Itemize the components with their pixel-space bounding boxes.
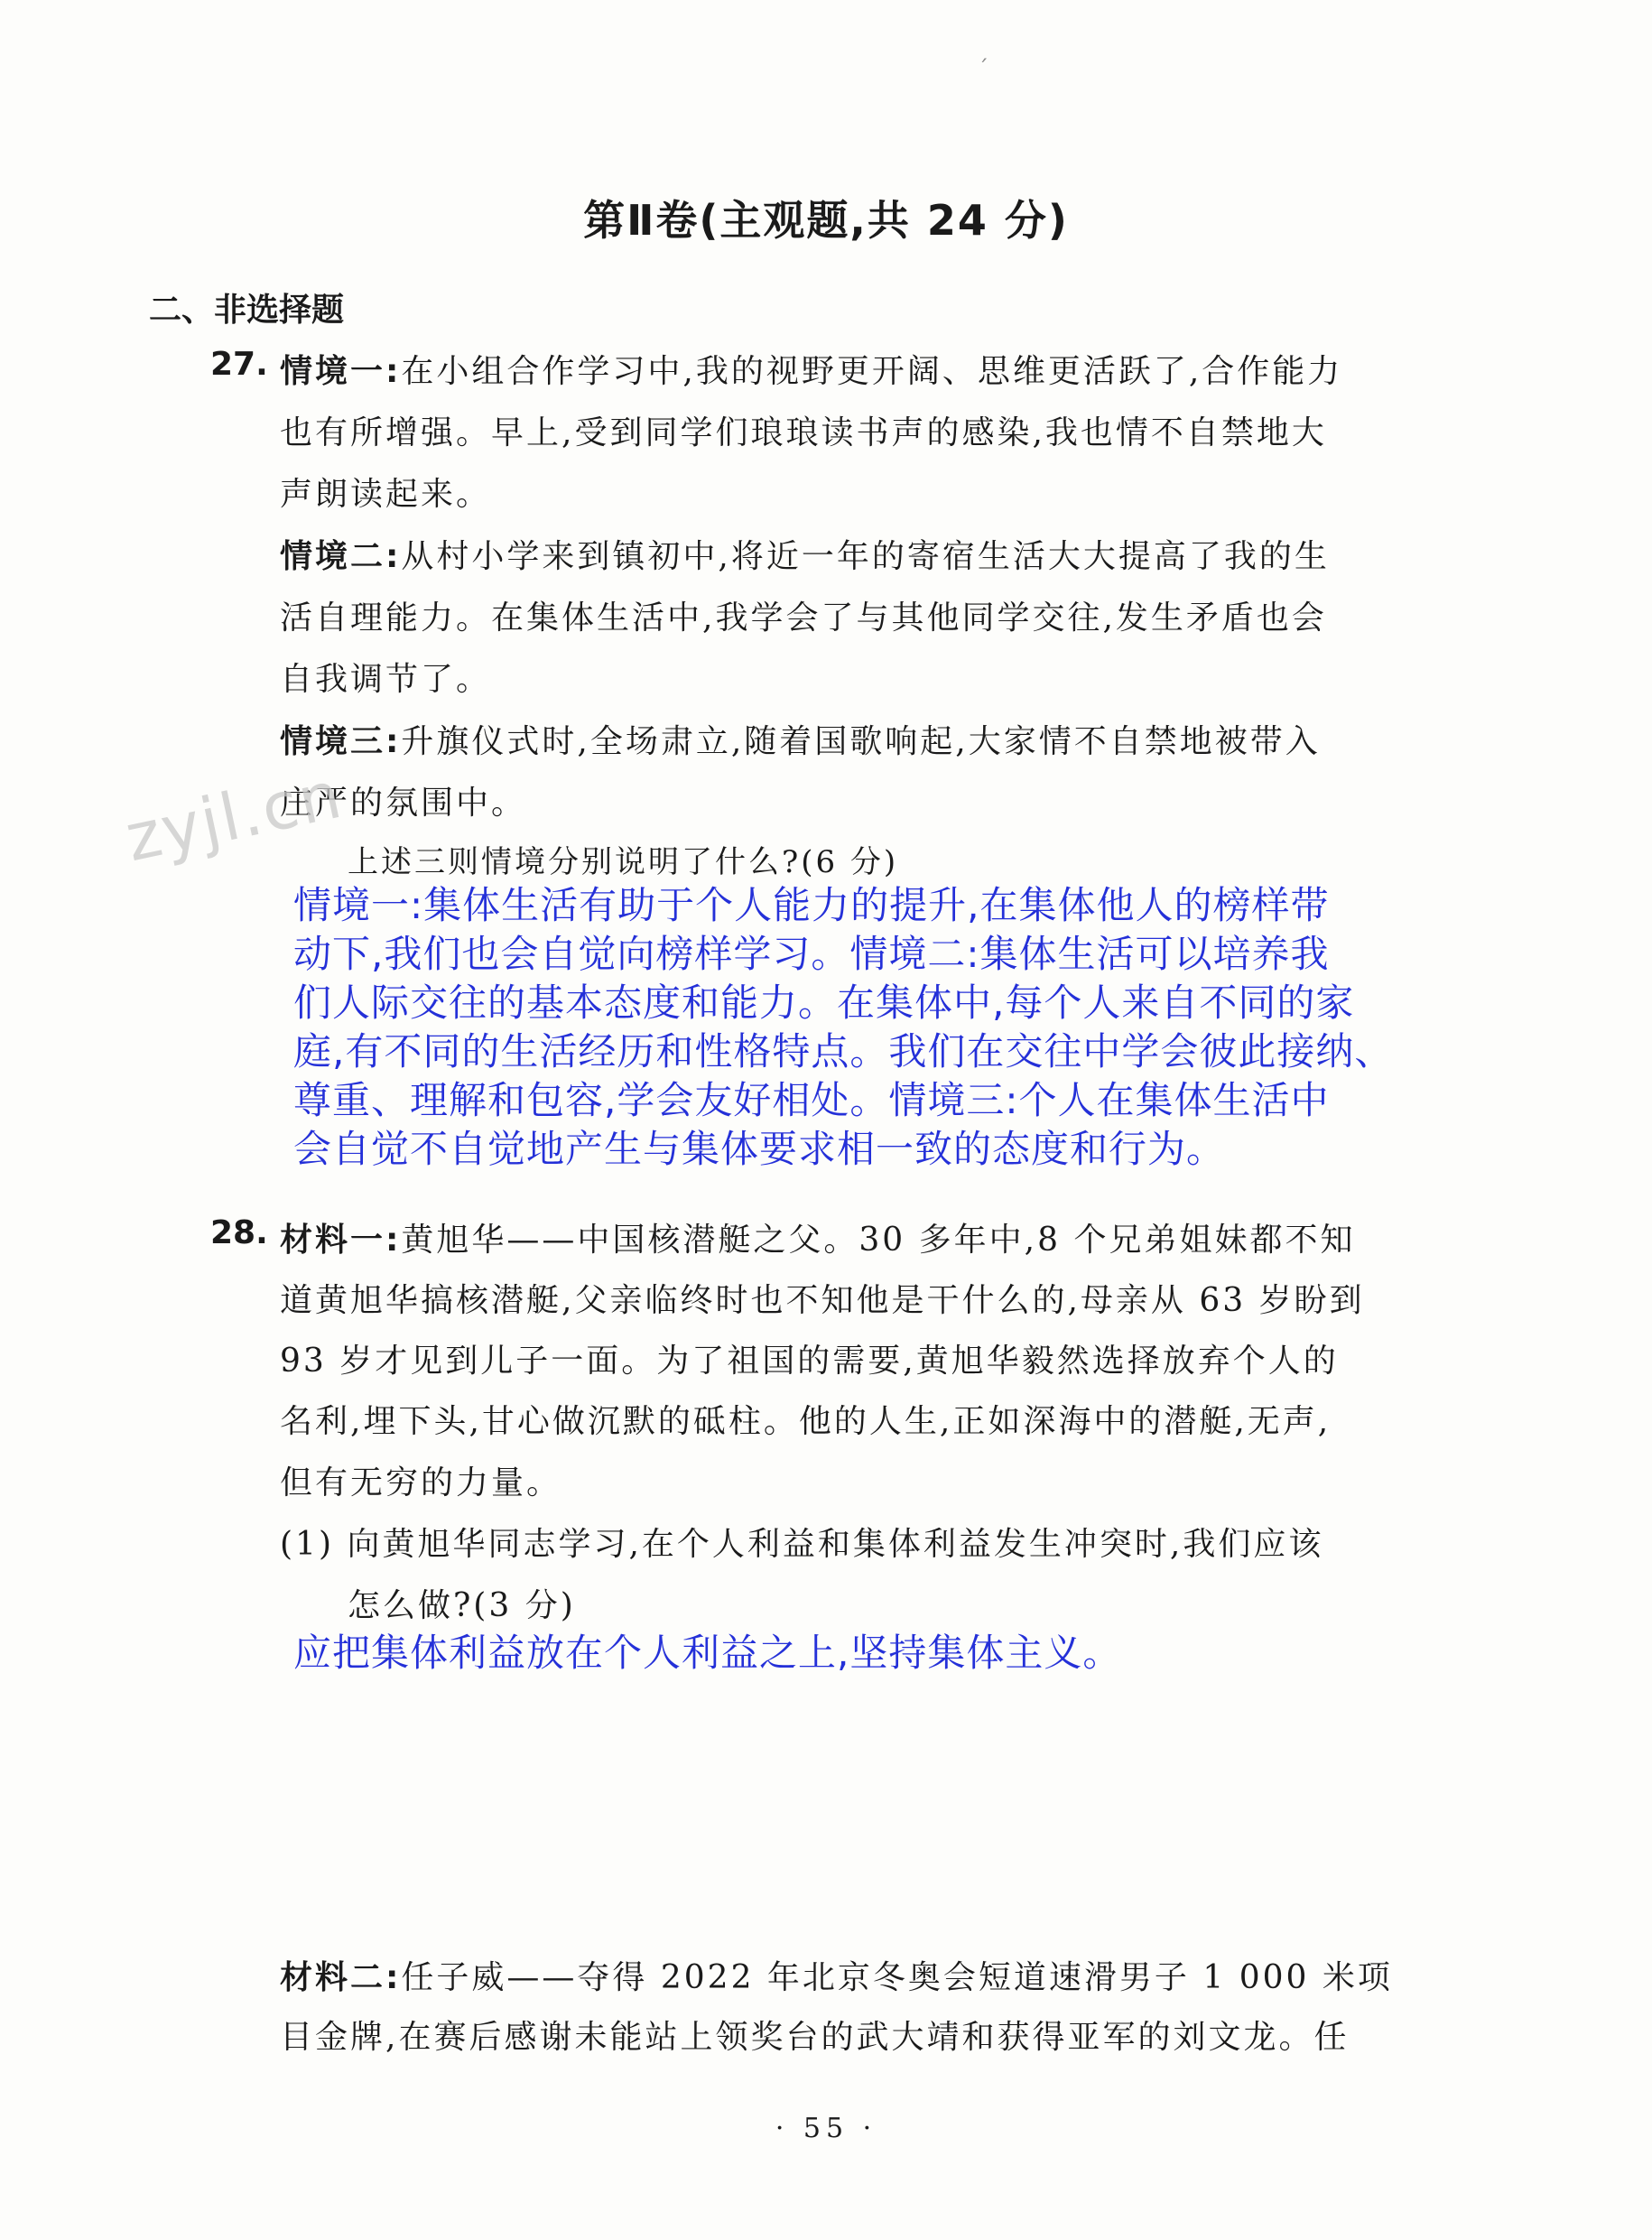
q27-scenario-3-line-2: 庄严的氛围中。 (280, 785, 527, 822)
q28-material-1-line-5: 但有无穷的力量。 (280, 1464, 562, 1501)
q28-sub-1-answer: 应把集体利益放在个人利益之上,坚持集体主义。 (293, 1631, 1122, 1675)
q27-scenario-3-line-1: 情境三:升旗仪式时,全场肃立,随着国歌响起,大家情不自禁地被带入 (280, 723, 1321, 760)
q27-answer-line-4: 庭,有不同的生活经历和性格特点。我们在交往中学会彼此接纳、 (293, 1029, 1394, 1074)
q27-scenario-1-line-3: 声朗读起来。 (280, 476, 492, 513)
q28-material-1-line-1: 材料一:黄旭华——中国核潜艇之父。30 多年中,8 个兄弟姐妹都不知 (280, 1222, 1356, 1259)
q27-answer-line-1: 情境一:集体生活有助于个人能力的提升,在集体他人的榜样带 (293, 883, 1330, 927)
q28-material-1-line-4: 名利,埋下头,甘心做沉默的砥柱。他的人生,正如深海中的潜艇,无声, (280, 1403, 1332, 1440)
watermark-logo: zyjl.cn (118, 756, 349, 877)
q27-scenario-1-line-2: 也有所增强。早上,受到同学们琅琅读书声的感染,我也情不自禁地大 (280, 414, 1327, 451)
section-heading: 二、非选择题 (149, 292, 345, 329)
question-27-number: 27. (210, 346, 268, 383)
q28-sub-question-1-line-2: 怎么做?(3 分) (348, 1587, 576, 1624)
question-28-number: 28. (210, 1214, 268, 1251)
q27-question: 上述三则情境分别说明了什么?(6 分) (348, 844, 899, 880)
q27-scenario-2-line-2: 活自理能力。在集体生活中,我学会了与其他同学交往,发生矛盾也会 (280, 600, 1327, 637)
q27-scenario-2-label: 情境二: (280, 538, 402, 575)
q27-answer-line-5: 尊重、理解和包容,学会友好相处。情境三:个人在集体生活中 (293, 1078, 1330, 1122)
q27-scenario-1-line-1: 情境一:在小组合作学习中,我的视野更开阔、思维更活跃了,合作能力 (280, 353, 1343, 390)
q28-material-2-line-2: 目金牌,在赛后感谢未能站上领奖台的武大靖和获得亚军的刘文龙。任 (280, 2019, 1350, 2056)
q27-scenario-1-label: 情境一: (280, 353, 402, 390)
q28-material-1-line-2: 道黄旭华搞核潜艇,父亲临终时也不知他是干什么的,母亲从 63 岁盼到 (280, 1282, 1365, 1319)
scan-mark: ˊ (978, 56, 988, 81)
q28-material-1-label: 材料一: (280, 1222, 402, 1259)
q27-scenario-3-label: 情境三: (280, 723, 402, 760)
q27-scenario-2-line-1: 情境二:从村小学来到镇初中,将近一年的寄宿生活大大提高了我的生 (280, 538, 1330, 575)
q28-material-2-line-1: 材料二:任子威——夺得 2022 年北京冬奥会短道速滑男子 1 000 米项 (280, 1959, 1393, 1996)
q27-answer-line-6: 会自觉不自觉地产生与集体要求相一致的态度和行为。 (293, 1127, 1226, 1171)
q28-material-2-label: 材料二: (280, 1959, 402, 1996)
q27-answer-line-2: 动下,我们也会自觉向榜样学习。情境二:集体生活可以培养我 (293, 932, 1330, 976)
paper-title: 第Ⅱ卷(主观题,共 24 分) (583, 196, 1069, 245)
page-number: · 55 · (775, 2113, 877, 2144)
q28-material-1-line-3: 93 岁才见到儿子一面。为了祖国的需要,黄旭华毅然选择放弃个人的 (280, 1343, 1339, 1380)
q27-answer-line-3: 们人际交往的基本态度和能力。在集体中,每个人来自不同的家 (293, 981, 1355, 1025)
q28-sub-question-1-line-1: (1) 向黄旭华同志学习,在个人利益和集体利益发生冲突时,我们应该 (280, 1526, 1324, 1563)
q27-scenario-2-line-3: 自我调节了。 (280, 661, 492, 698)
